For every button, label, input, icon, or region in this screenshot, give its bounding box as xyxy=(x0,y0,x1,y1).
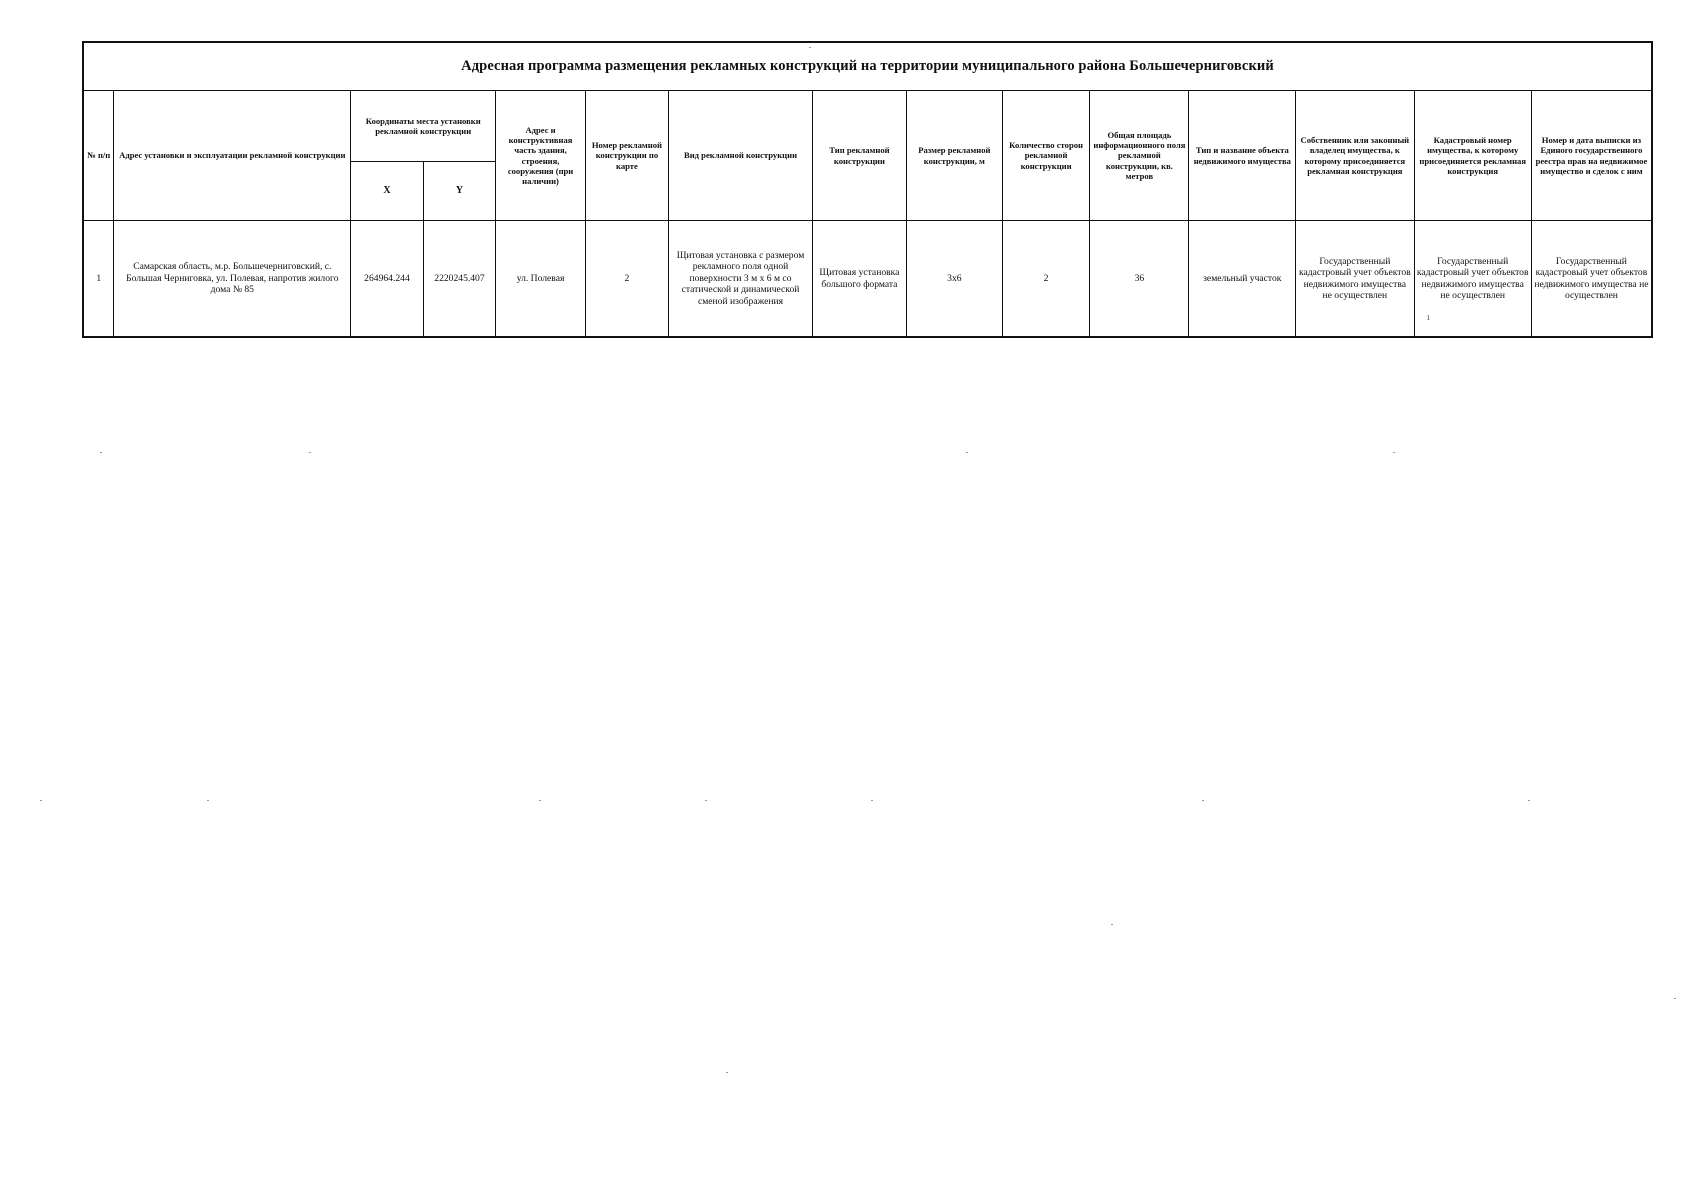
header-owner: Собственник или законный владелец имущества, к которому присоединяется рекламная конструкция xyxy=(1296,91,1414,221)
header-sides: Количество сторон рекламной конструкции xyxy=(1002,91,1089,221)
header-num: № п/п xyxy=(83,91,114,221)
cell-x: 264964.244 xyxy=(351,221,424,338)
scan-speck xyxy=(966,452,968,453)
header-property-type: Тип и название объекта недвижимого имущества xyxy=(1189,91,1296,221)
cell-map-number: 2 xyxy=(585,221,668,338)
table-row xyxy=(83,221,1652,338)
header-map-number: Номер рекламной конструкции по карте xyxy=(585,91,668,221)
scan-speck xyxy=(1202,800,1204,801)
header-registry: Номер и дата выписки из Единого государственного реестра прав на недвижимое имущество и сделок с ним xyxy=(1531,91,1652,221)
scan-speck xyxy=(100,452,102,453)
address-program-sheet xyxy=(82,41,1653,338)
address-program-table xyxy=(82,41,1653,338)
header-cadastral: Кадастровый номер имущества, к которому присоединяется рекламная конструкция xyxy=(1414,91,1531,221)
scan-speck xyxy=(207,800,209,801)
cell-size: 3х6 xyxy=(906,221,1002,338)
scan-speck xyxy=(871,800,873,801)
header-construction-type: Тип рекламной конструкции xyxy=(813,91,907,221)
header-x: X xyxy=(351,162,424,221)
header-coordinates: Координаты места установки рекламной конструкции xyxy=(351,91,496,162)
scan-speck xyxy=(809,47,811,48)
header-building-address: Адрес и конструктивная часть здания, строения, сооружения (при наличии) xyxy=(496,91,586,221)
scan-speck xyxy=(309,452,311,453)
header-area: Общая площадь информационного поля рекламной конструкции, кв. метров xyxy=(1090,91,1189,221)
scan-speck xyxy=(1674,998,1676,999)
scan-speck xyxy=(40,800,42,801)
cell-sides: 2 xyxy=(1002,221,1089,338)
cell-registry: Государственный кадастровый учет объектов недвижимого имущества не осуществлен xyxy=(1531,221,1652,338)
cell-y: 2220245.407 xyxy=(423,221,496,338)
scan-speck xyxy=(1393,452,1395,453)
cadastral-mark: 1 xyxy=(1426,313,1431,322)
cell-construction-kind: Щитовая установка с размером рекламного поля одной поверхности 3 м х 6 м со статической и динамической сменой изображения xyxy=(669,221,813,338)
table-title: Адресная программа размещения рекламных конструкций на территории муниципального района Большечерниговский xyxy=(83,42,1652,91)
scan-speck xyxy=(539,800,541,801)
cell-property-type: земельный участок xyxy=(1189,221,1296,338)
header-size: Размер рекламной конструкции, м xyxy=(906,91,1002,221)
cell-owner: Государственный кадастровый учет объектов недвижимого имущества не осуществлен xyxy=(1296,221,1414,338)
header-y: Y xyxy=(423,162,496,221)
scan-speck xyxy=(1111,924,1113,925)
header-address: Адрес установки и эксплуатации рекламной конструкции xyxy=(114,91,351,221)
cell-num: 1 xyxy=(83,221,114,338)
scan-speck xyxy=(726,1072,728,1073)
cell-area: 36 xyxy=(1090,221,1189,338)
cell-building-address: ул. Полевая xyxy=(496,221,586,338)
cell-address: Самарская область, м.р. Большечерниговский, с. Большая Черниговка, ул. Полевая, напротив жилого дома № 85 xyxy=(114,221,351,338)
cell-cadastral xyxy=(1414,221,1531,338)
cell-cadastral-text: Государственный кадастровый учет объектов недвижимого имущества не осуществлен xyxy=(1416,255,1529,301)
scan-speck xyxy=(705,800,707,801)
header-construction-kind: Вид рекламной конструкции xyxy=(669,91,813,221)
cell-construction-type: Щитовая установка большого формата xyxy=(813,221,907,338)
scan-speck xyxy=(1528,800,1530,801)
